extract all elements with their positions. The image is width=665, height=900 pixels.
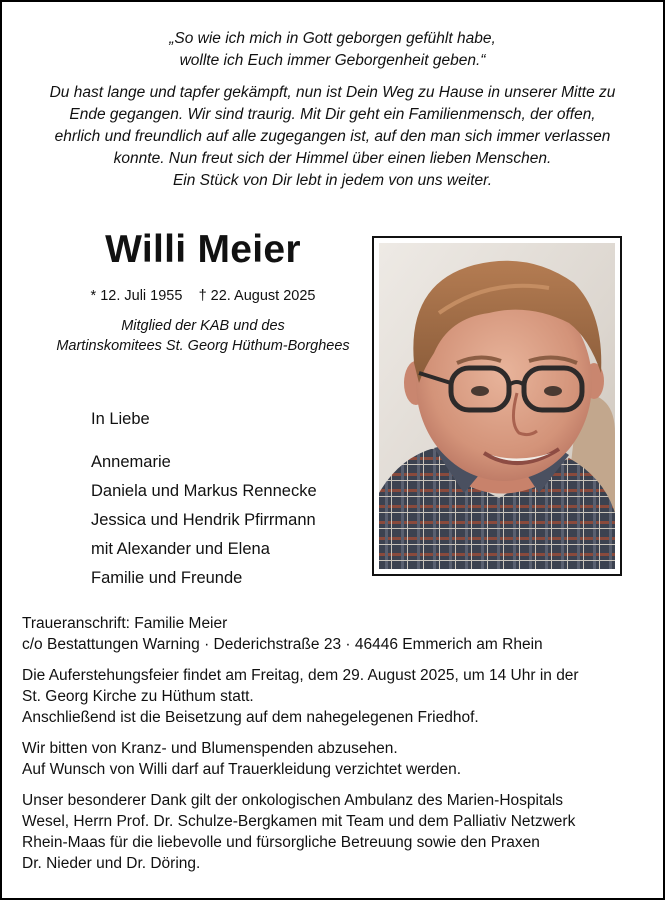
membership-note: [2, 316, 404, 356]
deceased-name: Willi Meier: [105, 228, 301, 271]
ceremony-line: Anschließend ist die Beisetzung auf dem nahegelegenen Friedhof.: [22, 709, 479, 726]
death-date: † 22. August 2025: [198, 288, 316, 304]
funeral-address: [22, 613, 652, 655]
address-line: Traueranschrift: Familie Meier: [22, 615, 228, 632]
eulogy-line: Du hast lange und tapfer gekämpft, nun ist Dein Weg zu Hause in unserer Mitte zu: [49, 84, 616, 101]
thanks-line: Rhein-Maas für die liebevolle und fürsorgliche Betreuung sowie den Praxen: [22, 834, 540, 851]
mourners-list: [91, 405, 317, 593]
eulogy-line: Ein Stück von Dir lebt in jedem von uns weiter.: [172, 172, 493, 189]
opening-quote: [2, 28, 663, 72]
notices-section: [22, 613, 652, 884]
address-line: c/o Bestattungen Warning · Dederichstraße 23 · 46446 Emmerich am Rhein: [22, 636, 543, 653]
membership-line: Mitglied der KAB und des: [121, 318, 285, 334]
mourner-name: Jessica und Hendrik Pfirrmann: [91, 511, 316, 529]
quote-line: wollte ich Euch immer Geborgenheit geben.“: [179, 52, 486, 69]
thanks-info: [22, 790, 652, 874]
portrait-photo-frame: [372, 236, 622, 576]
request-line: Wir bitten von Kranz- und Blumenspenden abzusehen.: [22, 740, 398, 757]
mourner-name: Daniela und Markus Rennecke: [91, 482, 317, 500]
mourners-intro: In Liebe: [91, 410, 150, 428]
eulogy-line: konnte. Nun freut sich der Himmel über einen lieben Menschen.: [113, 150, 552, 167]
eulogy-line: Ende gegangen. Wir sind traurig. Mit Dir geht ein Familienmensch, der offen,: [69, 106, 596, 123]
birth-date: * 12. Juli 1955: [90, 288, 183, 304]
eulogy-text: [2, 82, 663, 192]
thanks-line: Wesel, Herrn Prof. Dr. Schulze-Bergkamen mit Team und dem Palliativ Netzwerk: [22, 813, 576, 830]
quote-line: „So wie ich mich in Gott geborgen gefühlt habe,: [169, 30, 496, 47]
thanks-line: Unser besonderer Dank gilt der onkologischen Ambulanz des Marien-Hospitals: [22, 792, 564, 809]
requests-info: [22, 738, 652, 780]
ceremony-line: St. Georg Kirche zu Hüthum statt.: [22, 688, 254, 705]
portrait-photo: [379, 243, 615, 569]
life-dates: [2, 286, 404, 306]
mourner-name: Familie und Freunde: [91, 569, 243, 587]
ceremony-line: Die Auferstehungsfeier findet am Freitag, dem 29. August 2025, um 14 Uhr in der: [22, 667, 579, 684]
membership-line: Martinskomitees St. Georg Hüthum-Borghees: [56, 338, 350, 354]
request-line: Auf Wunsch von Willi darf auf Trauerkleidung verzichtet werden.: [22, 761, 462, 778]
mourner-name: Annemarie: [91, 453, 171, 471]
mourner-name: mit Alexander und Elena: [91, 540, 270, 558]
eulogy-line: ehrlich und freundlich auf alle zugegangen ist, auf den man sich immer verlassen: [54, 128, 611, 145]
thanks-line: Dr. Nieder und Dr. Döring.: [22, 855, 201, 872]
ceremony-info: [22, 665, 652, 728]
